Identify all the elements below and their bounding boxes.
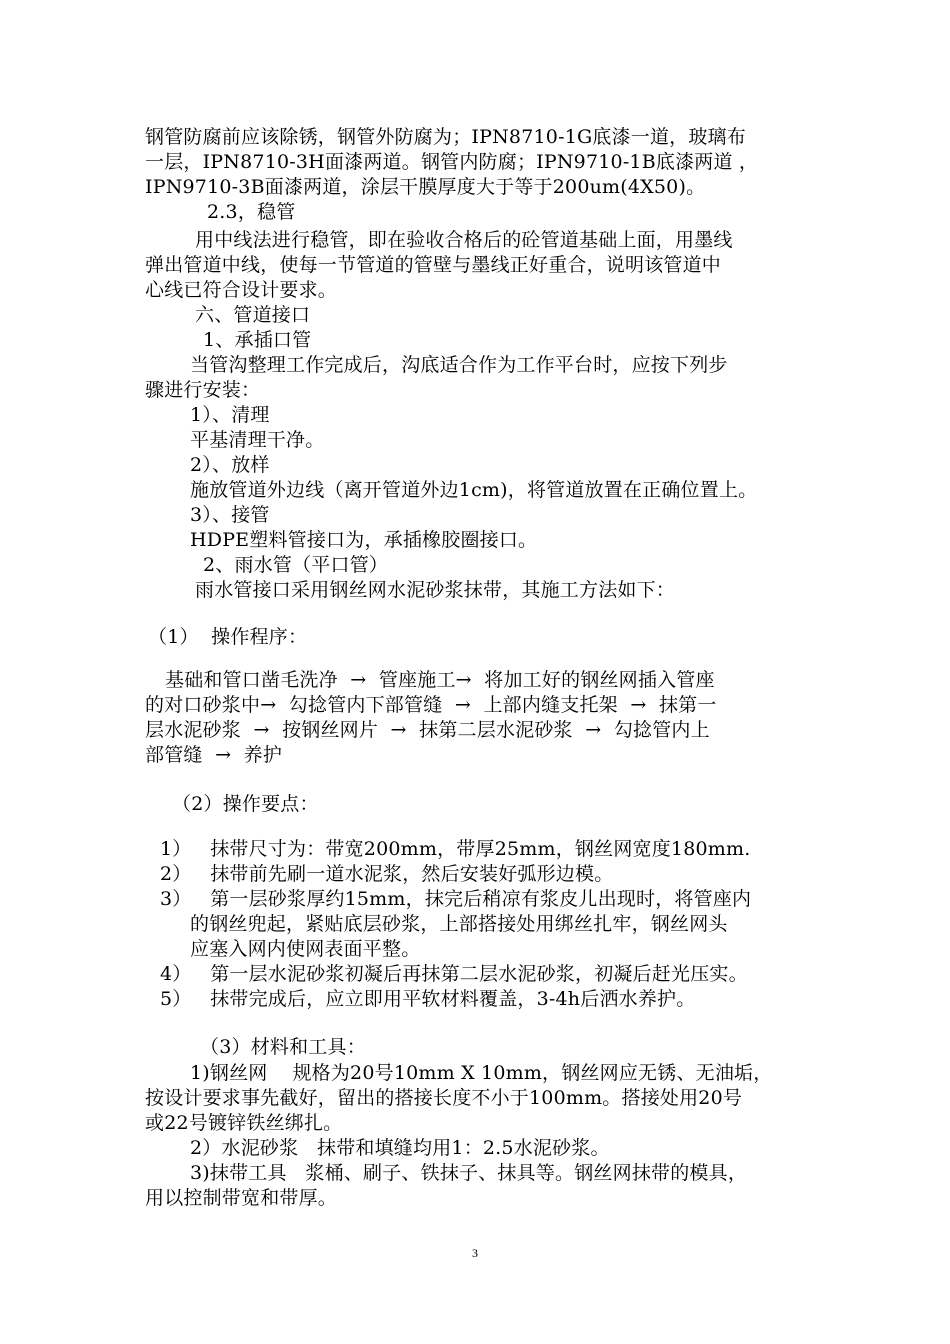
list-item: 5） 抹带完成后，应立即用平软材料覆盖，3-4h后洒水养护。 <box>160 988 696 1010</box>
text-line: 3)抹带工具 浆桶、刷子、铁抹子、抹具等。钢丝网抹带的模具， <box>190 1162 748 1184</box>
text-line: 用以控制带宽和带厚。 <box>145 1187 338 1209</box>
list-item: 3） 第一层砂浆厚约15mm，抹完后稍凉有浆皮儿出现时，将管座内 <box>160 888 752 910</box>
text-line: 应塞入网内使网表面平整。 <box>190 938 421 960</box>
text-line: 一层，IPN8710-3H面漆两道。钢管内防腐；IPN9710-1B底漆两道 ， <box>145 151 759 173</box>
subsection-heading: （1） 操作程序： <box>148 626 308 648</box>
section-heading: 2.3，稳管 <box>207 201 296 223</box>
section-heading: 1、承插口管 <box>203 329 312 351</box>
text-line: 层水泥砂浆 → 按钢丝网片 → 抹第二层水泥砂浆 → 勾捻管内上 <box>145 719 710 741</box>
text-line: 或22号镀锌铁丝绑扎。 <box>145 1112 343 1134</box>
list-item: 2） 抹带前先刷一道水泥浆，然后安装好弧形边模。 <box>160 863 614 885</box>
page-number: 3 <box>472 1246 478 1260</box>
text-line: HDPE塑料管接口为，承插橡胶圈接口。 <box>190 529 538 551</box>
text-line: 用中线法进行稳管，即在验收合格后的砼管道基础上面，用墨线 <box>195 229 733 251</box>
text-line: 钢管防腐前应该除锈，钢管外防腐为；IPN8710-1G底漆一道，玻璃布 <box>145 126 746 148</box>
text-line: 按设计要求事先截好，留出的搭接长度不小于100mm。搭接处用20号 <box>145 1087 743 1109</box>
text-line: 心线已符合设计要求。 <box>145 279 338 301</box>
text-line: 的对口砂浆中→ 勾捻管内下部管缝 → 上部内缝支托架 → 抹第一 <box>145 694 717 716</box>
text-line: 雨水管接口采用钢丝网水泥砂浆抹带，其施工方法如下： <box>195 579 676 601</box>
text-line: 弹出管道中线，使每一节管道的管壁与墨线正好重合，说明该管道中 <box>145 254 722 276</box>
list-heading: 2）、放样 <box>190 454 270 476</box>
list-heading: 1）、清理 <box>190 404 270 426</box>
text-line: 平基清理干净。 <box>190 429 325 451</box>
text-line: IPN9710-3B面漆两道，涂层干膜厚度大于等于200um(4X50)。 <box>145 176 706 198</box>
text-line: 当管沟整理工作完成后，沟底适合作为工作平台时，应按下列步 <box>190 354 728 376</box>
text-line: 施放管道外边线（离开管道外边1cm)，将管道放置在正确位置上。 <box>190 479 758 501</box>
list-item: 4） 第一层水泥砂浆初凝后再抹第二层水泥砂浆，初凝后赶光压实。 <box>160 963 748 985</box>
text-line: 部管缝 → 养护 <box>145 744 283 766</box>
text-line: 的钢丝兜起，紧贴底层砂浆，上部搭接处用绑丝扎牢，钢丝网头 <box>190 913 728 935</box>
text-line: 2）水泥砂浆 抹带和填缝均用1：2.5水泥砂浆。 <box>190 1137 610 1159</box>
list-heading: 3）、接管 <box>190 504 270 526</box>
list-item: 1） 抹带尺寸为：带宽200mm，带厚25mm，钢丝网宽度180mm. <box>160 838 751 860</box>
text-line: 基础和管口凿毛洗净 → 管座施工→ 将加工好的钢丝网插入管座 <box>165 669 715 691</box>
section-heading: 2、雨水管（平口管） <box>203 554 389 576</box>
subsection-heading: （3）材料和工具： <box>200 1036 366 1058</box>
subsection-heading: （2）操作要点： <box>172 793 319 815</box>
text-line: 骤进行安装： <box>145 379 261 401</box>
text-line: 1)钢丝网 规格为20号10mm X 10mm，钢丝网应无锈、无油垢， <box>190 1062 773 1084</box>
section-heading: 六、管道接口 <box>195 304 311 326</box>
